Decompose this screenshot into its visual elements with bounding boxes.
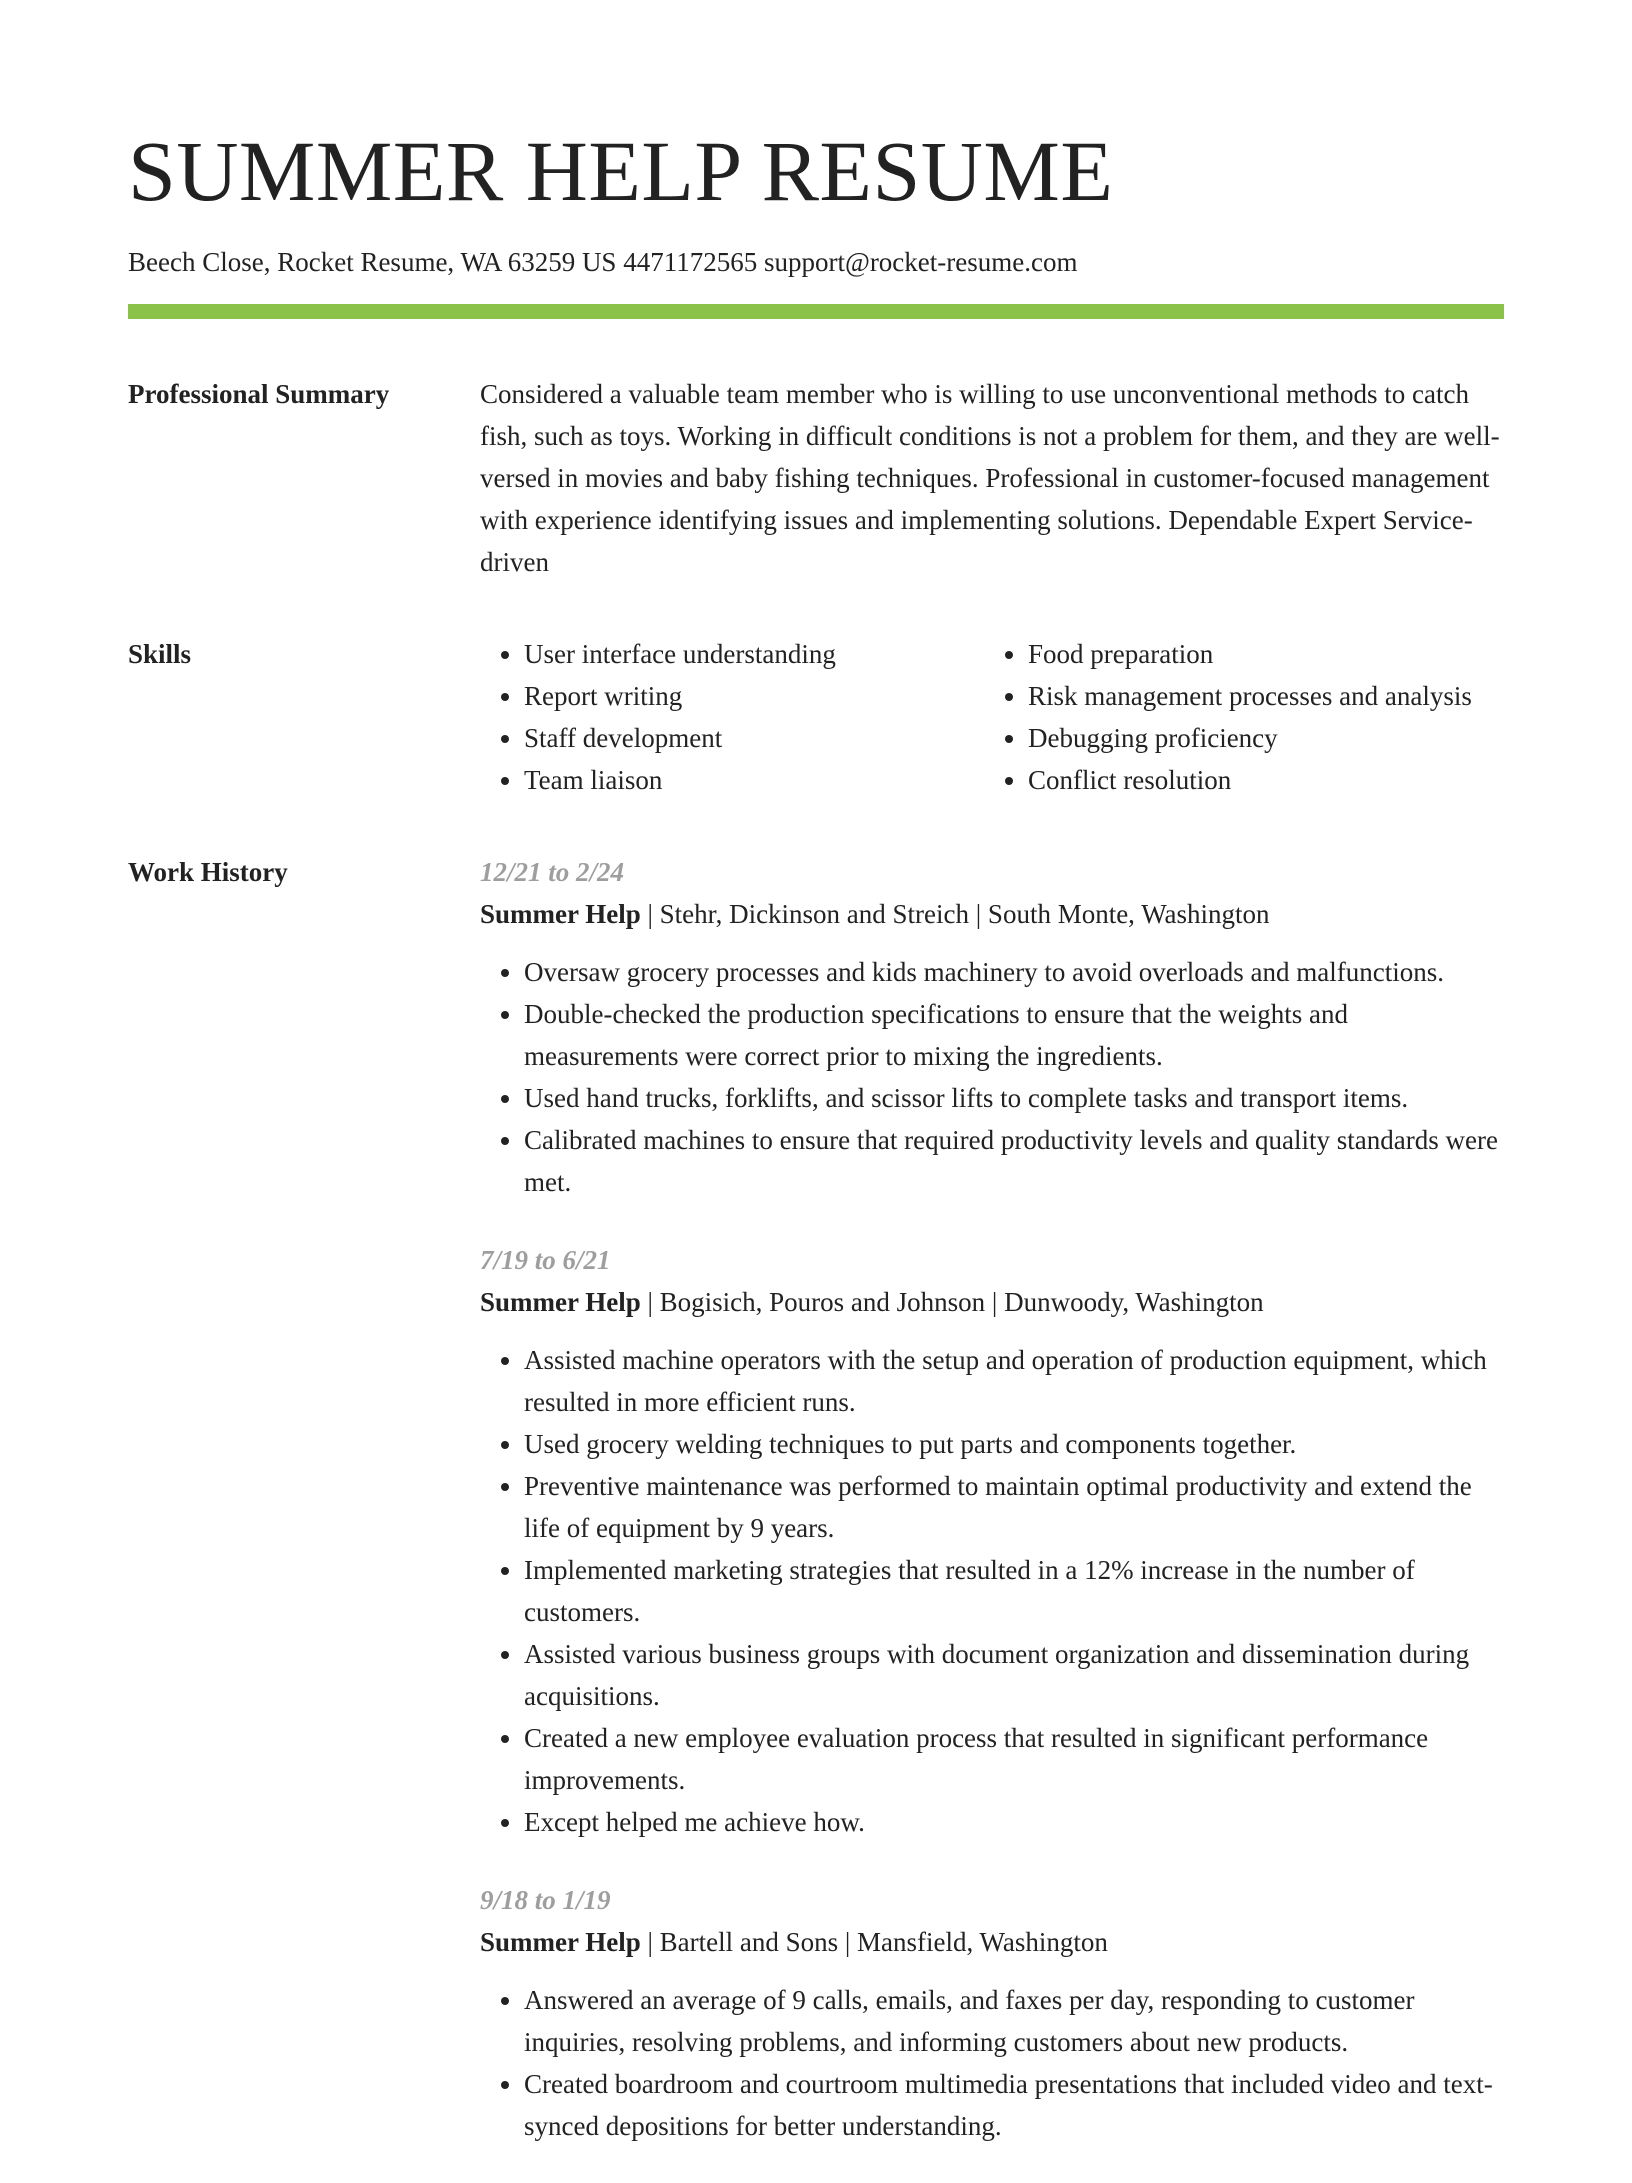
job-bullet: • Used hand trucks, forklifts, and scissor lifts to complete tasks and transport items. [524,1077,1504,1119]
job-bullet: • Double-checked the production specifications to ensure that the weights and measurements were correct prior to mixing the ingredients. [524,993,1504,1077]
job-bullet: • Oversaw grocery processes and kids machinery to avoid overloads and malfunctions. [524,951,1504,993]
job-details: | Stehr, Dickinson and Streich | South Monte, Washington [640,899,1270,929]
job-bullet: • Created a new employee evaluation process that resulted in significant performance improvements. [524,1717,1504,1801]
job-bullet: • Calibrated machines to ensure that required productivity levels and quality standards were met. [524,1119,1504,1203]
job-bullet: • Used grocery welding techniques to put parts and components together. [524,1423,1504,1465]
summary-text: Considered a valuable team member who is willing to use unconventional methods to catch fish, such as toys. Working in difficult conditions is not a problem for them, and they are well-versed in movies and baby fishing techniques. Professional in customer-focused management with experience identifying issues and implementing solutions. Dependable Expert Service-driven [480,379,1500,577]
job-details: | Bogisich, Pouros and Johnson | Dunwoody, Washington [640,1287,1264,1317]
resume-page [128,0,1504,2183]
summary-section [128,373,1504,583]
work-history-label: Work History [128,857,288,887]
job-bullet: • Except helped me achieve how. [524,1801,1504,1843]
header-divider [128,304,1504,319]
job-bullet: • Created boardroom and courtroom multimedia presentations that included video and text-synced depositions for better understanding. [524,2063,1504,2147]
job-dates: 7/19 to 6/21 [480,1245,611,1275]
job-dates: 9/18 to 1/19 [480,1885,611,1915]
skills-section [128,633,1504,801]
skill-item: • Staff development [524,717,984,759]
job-bullet: • Preventive maintenance was performed to maintain optimal productivity and extend the life of equipment by 9 years. [524,1465,1504,1549]
skills-list-left [480,633,984,801]
job-bullets [480,1339,1504,1843]
skill-item: • Food preparation [1028,633,1504,675]
job-heading [480,1921,1504,1963]
job-bullet: • Answered an average of 9 calls, emails, and faxes per day, responding to customer inquiries, resolving problems, and informing customers about new products. [524,1979,1504,2063]
skill-item: • Report writing [524,675,984,717]
job-details: | Bartell and Sons | Mansfield, Washington [640,1927,1108,1957]
job-role: Summer Help [480,1287,641,1317]
job-bullets [480,951,1504,1203]
resume-title: SUMMER HELP RESUME [128,123,1114,219]
skill-item: • Debugging proficiency [1028,717,1504,759]
job-bullet: • Assisted various business groups with document organization and dissemination during acquisitions. [524,1633,1504,1717]
job-bullets [480,1979,1504,2147]
job-role: Summer Help [480,1927,641,1957]
job-bullet: • Assisted machine operators with the setup and operation of production equipment, which resulted in more efficient runs. [524,1339,1504,1423]
job-entry [480,851,1504,1203]
skills-label: Skills [128,639,192,669]
contact-line: Beech Close, Rocket Resume, WA 63259 US 4471172565 support@rocket-resume.com [128,247,1078,277]
skills-list-right [984,633,1504,801]
job-heading [480,1281,1504,1323]
job-bullet: • Implemented marketing strategies that resulted in a 12% increase in the number of customers. [524,1549,1504,1633]
skill-item: • Team liaison [524,759,984,801]
job-heading [480,893,1504,935]
job-dates: 12/21 to 2/24 [480,857,625,887]
job-entry [480,1239,1504,1843]
skill-item: • User interface understanding [524,633,984,675]
job-role: Summer Help [480,899,641,929]
skill-item: • Risk management processes and analysis [1028,675,1504,717]
work-history-section [128,851,1504,2183]
skill-item: • Conflict resolution [1028,759,1504,801]
summary-label: Professional Summary [128,379,390,409]
job-entry [480,1879,1504,2147]
